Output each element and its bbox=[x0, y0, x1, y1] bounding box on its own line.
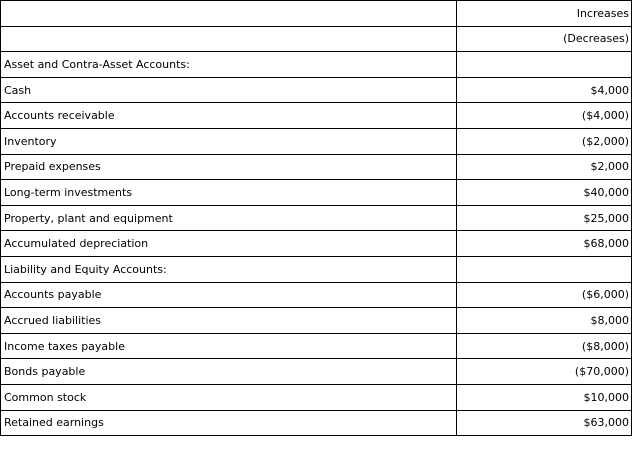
account-name: Property, plant and equipment bbox=[1, 205, 457, 231]
table-row bbox=[1, 410, 632, 436]
account-name: Accrued liabilities bbox=[1, 308, 457, 334]
account-change: ($4,000) bbox=[457, 103, 632, 129]
table-row bbox=[1, 333, 632, 359]
account-name: Accounts payable bbox=[1, 282, 457, 308]
header-label-cell bbox=[1, 1, 457, 27]
header-decreases: (Decreases) bbox=[457, 26, 632, 52]
account-name: Prepaid expenses bbox=[1, 154, 457, 180]
table-row bbox=[1, 205, 632, 231]
table-row bbox=[1, 77, 632, 103]
account-change: ($6,000) bbox=[457, 282, 632, 308]
table-row bbox=[1, 359, 632, 385]
header-row-1 bbox=[1, 1, 632, 27]
account-name: Cash bbox=[1, 77, 457, 103]
account-change: ($8,000) bbox=[457, 333, 632, 359]
account-name: Inventory bbox=[1, 128, 457, 154]
section-row-liabilities bbox=[1, 256, 632, 282]
table-row bbox=[1, 231, 632, 257]
account-name: Accounts receivable bbox=[1, 103, 457, 129]
header-increases: Increases bbox=[457, 1, 632, 27]
account-change: $8,000 bbox=[457, 308, 632, 334]
section-title-liabilities: Liability and Equity Accounts: bbox=[1, 256, 457, 282]
account-name: Income taxes payable bbox=[1, 333, 457, 359]
account-change: $4,000 bbox=[457, 77, 632, 103]
account-change: $25,000 bbox=[457, 205, 632, 231]
table-row bbox=[1, 103, 632, 129]
table-row bbox=[1, 128, 632, 154]
account-name: Bonds payable bbox=[1, 359, 457, 385]
section-value-cell bbox=[457, 256, 632, 282]
header-label-cell bbox=[1, 26, 457, 52]
account-change: $2,000 bbox=[457, 154, 632, 180]
account-name: Accumulated depreciation bbox=[1, 231, 457, 257]
account-name: Retained earnings bbox=[1, 410, 457, 436]
section-row-assets bbox=[1, 52, 632, 78]
account-change: $10,000 bbox=[457, 384, 632, 410]
section-title-assets: Asset and Contra-Asset Accounts: bbox=[1, 52, 457, 78]
account-change: $40,000 bbox=[457, 180, 632, 206]
section-value-cell bbox=[457, 52, 632, 78]
account-change: ($70,000) bbox=[457, 359, 632, 385]
account-change: $63,000 bbox=[457, 410, 632, 436]
table-row bbox=[1, 384, 632, 410]
account-change: ($2,000) bbox=[457, 128, 632, 154]
table-row bbox=[1, 180, 632, 206]
table-row bbox=[1, 308, 632, 334]
table-row bbox=[1, 154, 632, 180]
header-row-2 bbox=[1, 26, 632, 52]
account-name: Common stock bbox=[1, 384, 457, 410]
table-row bbox=[1, 282, 632, 308]
account-change: $68,000 bbox=[457, 231, 632, 257]
account-name: Long-term investments bbox=[1, 180, 457, 206]
